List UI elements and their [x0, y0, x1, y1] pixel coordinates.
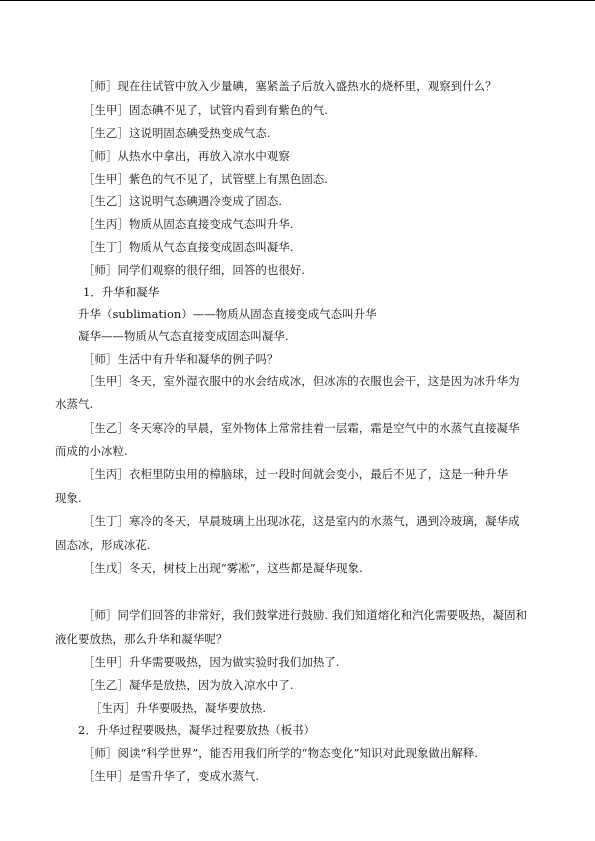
definition-line: 升华（sublimation）——物质从固态直接变成气态叫升华 — [78, 307, 377, 321]
dialogue-line: ［生甲］固态碘不见了，试管内看到有紫色的气. — [83, 103, 329, 117]
dialogue-line: ［师］现在往试管中放入少量碘，塞紧盖子后放入盛热水的烧杯里，观察到什么？ — [83, 79, 497, 93]
dialogue-continuation: 现象. — [55, 491, 82, 505]
dialogue-line: ［生乙］冬天寒冷的早晨，室外物体上常常挂着一层霜，霜是空气中的水蒸气直接凝华 — [83, 421, 520, 435]
definition-line: 凝华——物质从气态直接变成固态叫凝华. — [78, 329, 289, 343]
dialogue-line: ［生甲］紫色的气不见了，试管壁上有黑色固态. — [83, 172, 329, 186]
dialogue-line: ［师］同学们回答的非常好，我们鼓掌进行鼓励. 我们知道熔化和汽化需要吸热，凝固和 — [83, 608, 528, 622]
section-heading: 2．升华过程要吸热，凝华过程要放热（板书） — [78, 723, 316, 737]
dialogue-line: ［生甲］升华需要吸热，因为做实验时我们加热了. — [83, 655, 340, 669]
section-heading: 1．升华和凝华 — [83, 285, 160, 299]
dialogue-continuation: 水蒸气. — [55, 397, 94, 411]
dialogue-line: ［生丁］物质从气态直接变成固态叫凝华. — [83, 240, 294, 254]
dialogue-line: ［生乙］这说明气态碘遇冷变成了固态. — [83, 194, 283, 208]
dialogue-line: ［生戊］冬天，树枝上出现“雾凇”，这些都是凝华现象. — [83, 561, 363, 575]
dialogue-line: ［生丙］衣柜里防虫用的樟脑球，过一段时间就会变小，最后不见了，这是一种升华 — [83, 467, 509, 481]
dialogue-line: ［师］阅读“科学世界”，能否用我们所学的“物态变化”知识对此现象做出解释. — [83, 746, 479, 760]
dialogue-line: ［师］从热水中拿出，再放入凉水中观察 — [83, 149, 290, 163]
dialogue-continuation: 固态冰，形成冰花. — [55, 538, 151, 552]
dialogue-continuation: 液化要放热，那么升华和凝华呢？ — [55, 632, 228, 646]
dialogue-continuation: 而成的小冰粒. — [55, 444, 128, 458]
dialogue-line: ［生甲］是雪升华了，变成水蒸气. — [83, 769, 260, 783]
dialogue-line: ［生丙］升华要吸热，凝华要放热. — [90, 701, 267, 715]
dialogue-line: ［师］同学们观察的很仔细，回答的也很好. — [83, 263, 306, 277]
dialogue-line: ［师］生活中有升华和凝华的例子吗？ — [83, 352, 279, 366]
dialogue-line: ［生丁］寒冷的冬天，早晨玻璃上出现冰花，这是室内的水蒸气，遇到冷玻璃，凝华成 — [83, 514, 520, 528]
dialogue-line: ［生甲］冬天，室外湿衣服中的水会结成冰，但冰冻的衣服也会干，这是因为冰升华为 — [83, 374, 520, 388]
dialogue-line: ［生乙］这说明固态碘受热变成气态. — [83, 126, 271, 140]
dialogue-line: ［生丙］物质从固态直接变成气态叫升华. — [83, 217, 294, 231]
dialogue-line: ［生乙］凝华是放热，因为放入凉水中了. — [83, 678, 294, 692]
